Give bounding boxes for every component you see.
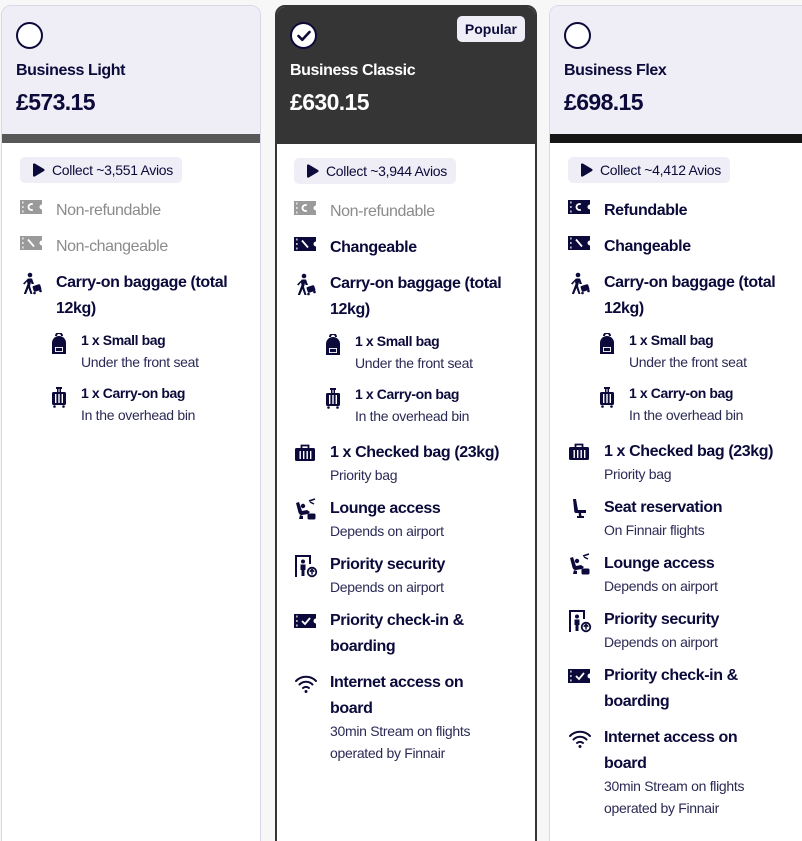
trolley-bag-icon xyxy=(324,387,342,409)
feature-title: 1 x Checked bag (23kg) xyxy=(330,444,500,461)
feature-change xyxy=(294,235,535,261)
feature-title: Carry-on baggage (total 12kg) xyxy=(604,274,776,317)
backpack-icon xyxy=(598,333,616,355)
feature-title: 1 x Small bag xyxy=(81,332,166,348)
feature-title: Lounge access xyxy=(604,555,715,572)
feature-cabin-bag xyxy=(324,383,535,427)
feature-subtitle: On Finnair flights xyxy=(604,522,705,538)
feature-title: Carry-on baggage (total 12kg) xyxy=(330,275,502,318)
backpack-icon xyxy=(324,334,342,356)
ticket-change-icon xyxy=(20,236,42,250)
feature-title: Carry-on baggage (total 12kg) xyxy=(56,274,228,317)
feature-checked-bag xyxy=(294,440,535,486)
feature-internet xyxy=(568,725,802,819)
feature-subtitle: Depends on airport xyxy=(330,579,444,595)
ticket-refund-icon xyxy=(20,200,42,214)
traveller-luggage-icon xyxy=(294,273,318,297)
feature-carry-on xyxy=(20,270,260,322)
suitcase-icon xyxy=(294,444,316,462)
wifi-icon xyxy=(568,729,592,749)
security-gate-icon xyxy=(568,609,592,633)
ticket-check-icon xyxy=(294,614,316,628)
feature-title: 1 x Carry-on bag xyxy=(629,385,734,401)
ticket-refund-icon xyxy=(294,201,316,215)
fare-features xyxy=(2,143,260,426)
feature-title: Changeable xyxy=(604,238,691,255)
popular-badge: Popular xyxy=(457,16,525,42)
fare-card-business-light[interactable] xyxy=(1,5,261,841)
feature-subtitle: Priority bag xyxy=(330,467,398,483)
trolley-bag-icon xyxy=(598,386,616,408)
traveller-luggage-icon xyxy=(568,272,592,296)
feature-title: 1 x Small bag xyxy=(629,332,714,348)
fare-radio-unselected[interactable] xyxy=(16,22,43,49)
avios-label: Collect ~4,412 Avios xyxy=(600,162,721,178)
seat-icon xyxy=(568,497,592,521)
feature-title: Changeable xyxy=(330,239,417,256)
fare-card-business-classic[interactable] xyxy=(275,5,537,841)
feature-title: Non-refundable xyxy=(330,203,435,220)
wifi-icon xyxy=(294,674,318,694)
avios-icon xyxy=(578,162,594,178)
feature-title: Seat reservation xyxy=(604,499,723,516)
header-divider-bar xyxy=(550,134,802,143)
lounge-chair-icon xyxy=(294,498,318,522)
feature-subtitle: Priority bag xyxy=(604,466,672,482)
ticket-refund-icon xyxy=(568,200,590,214)
avios-label: Collect ~3,551 Avios xyxy=(52,162,173,178)
avios-icon xyxy=(30,162,46,178)
feature-subtitle: In the overhead bin xyxy=(355,408,470,424)
feature-title: 1 x Small bag xyxy=(355,333,440,349)
feature-subtitle: 30min Stream on flights operated by Finnair xyxy=(330,723,471,761)
feature-title: Priority check-in & boarding xyxy=(330,612,464,655)
feature-subtitle: Depends on airport xyxy=(604,634,718,650)
avios-badge xyxy=(20,157,182,183)
ticket-change-icon xyxy=(294,237,316,251)
feature-cabin-bag xyxy=(50,382,260,426)
feature-security xyxy=(294,552,535,598)
ticket-check-icon xyxy=(568,669,590,683)
fare-features xyxy=(550,143,802,819)
avios-badge xyxy=(568,157,730,183)
feature-internet xyxy=(294,670,535,764)
trolley-bag-icon xyxy=(50,386,68,408)
fare-radio-selected[interactable] xyxy=(290,22,317,49)
avios-badge xyxy=(294,158,456,184)
feature-subtitle: Depends on airport xyxy=(604,578,718,594)
feature-seat-reservation xyxy=(568,495,802,541)
feature-title: 1 x Carry-on bag xyxy=(81,385,186,401)
traveller-luggage-icon xyxy=(20,272,44,296)
header-divider-bar xyxy=(2,134,260,143)
feature-checked-bag xyxy=(568,439,802,485)
feature-title: Internet access on board xyxy=(330,674,464,717)
feature-title: Priority check-in & boarding xyxy=(604,667,738,710)
fare-price: £630.15 xyxy=(290,89,369,115)
feature-subtitle: Under the front seat xyxy=(355,355,473,371)
feature-small-bag xyxy=(598,329,802,373)
fare-price: £698.15 xyxy=(564,89,643,115)
feature-title: Non-refundable xyxy=(56,202,161,219)
feature-lounge xyxy=(568,551,802,597)
feature-subtitle: 30min Stream on flights operated by Finnair xyxy=(604,778,745,816)
feature-title: Internet access on board xyxy=(604,729,738,772)
feature-priority-checkin xyxy=(568,663,802,715)
feature-refund xyxy=(294,199,535,225)
fare-radio-unselected[interactable] xyxy=(564,22,591,49)
suitcase-icon xyxy=(568,443,590,461)
feature-subtitle: In the overhead bin xyxy=(629,407,744,423)
feature-subtitle: In the overhead bin xyxy=(81,407,196,423)
fare-name: Business Light xyxy=(16,62,126,79)
fare-card-header[interactable] xyxy=(2,6,260,143)
feature-title: Refundable xyxy=(604,202,688,219)
fare-price: £573.15 xyxy=(16,89,95,115)
feature-carry-on xyxy=(568,270,802,322)
fare-card-header[interactable] xyxy=(277,7,535,144)
feature-subtitle: Under the front seat xyxy=(81,354,199,370)
feature-subtitle: Depends on airport xyxy=(330,523,444,539)
feature-small-bag xyxy=(50,329,260,373)
feature-priority-checkin xyxy=(294,608,535,660)
fare-features xyxy=(277,144,535,764)
feature-title: Non-changeable xyxy=(56,238,168,255)
fare-card-header[interactable] xyxy=(550,6,802,143)
backpack-icon xyxy=(50,333,68,355)
fare-card-business-flex[interactable] xyxy=(549,5,802,841)
feature-refund xyxy=(20,198,260,224)
feature-lounge xyxy=(294,496,535,542)
fare-name: Business Flex xyxy=(564,62,667,79)
security-gate-icon xyxy=(294,554,318,578)
feature-subtitle: Under the front seat xyxy=(629,354,747,370)
lounge-chair-icon xyxy=(568,553,592,577)
ticket-change-icon xyxy=(568,236,590,250)
feature-security xyxy=(568,607,802,653)
feature-title: Lounge access xyxy=(330,500,441,517)
feature-refund xyxy=(568,198,802,224)
fare-name: Business Classic xyxy=(290,62,416,79)
feature-change xyxy=(20,234,260,260)
feature-carry-on xyxy=(294,271,535,323)
feature-title: 1 x Carry-on bag xyxy=(355,386,460,402)
checkmark-icon xyxy=(297,30,311,42)
feature-title: Priority security xyxy=(330,556,446,573)
feature-cabin-bag xyxy=(598,382,802,426)
feature-title: 1 x Checked bag (23kg) xyxy=(604,443,774,460)
feature-title: Priority security xyxy=(604,611,720,628)
feature-small-bag xyxy=(324,330,535,374)
feature-change xyxy=(568,234,802,260)
avios-label: Collect ~3,944 Avios xyxy=(326,163,447,179)
avios-icon xyxy=(304,163,320,179)
